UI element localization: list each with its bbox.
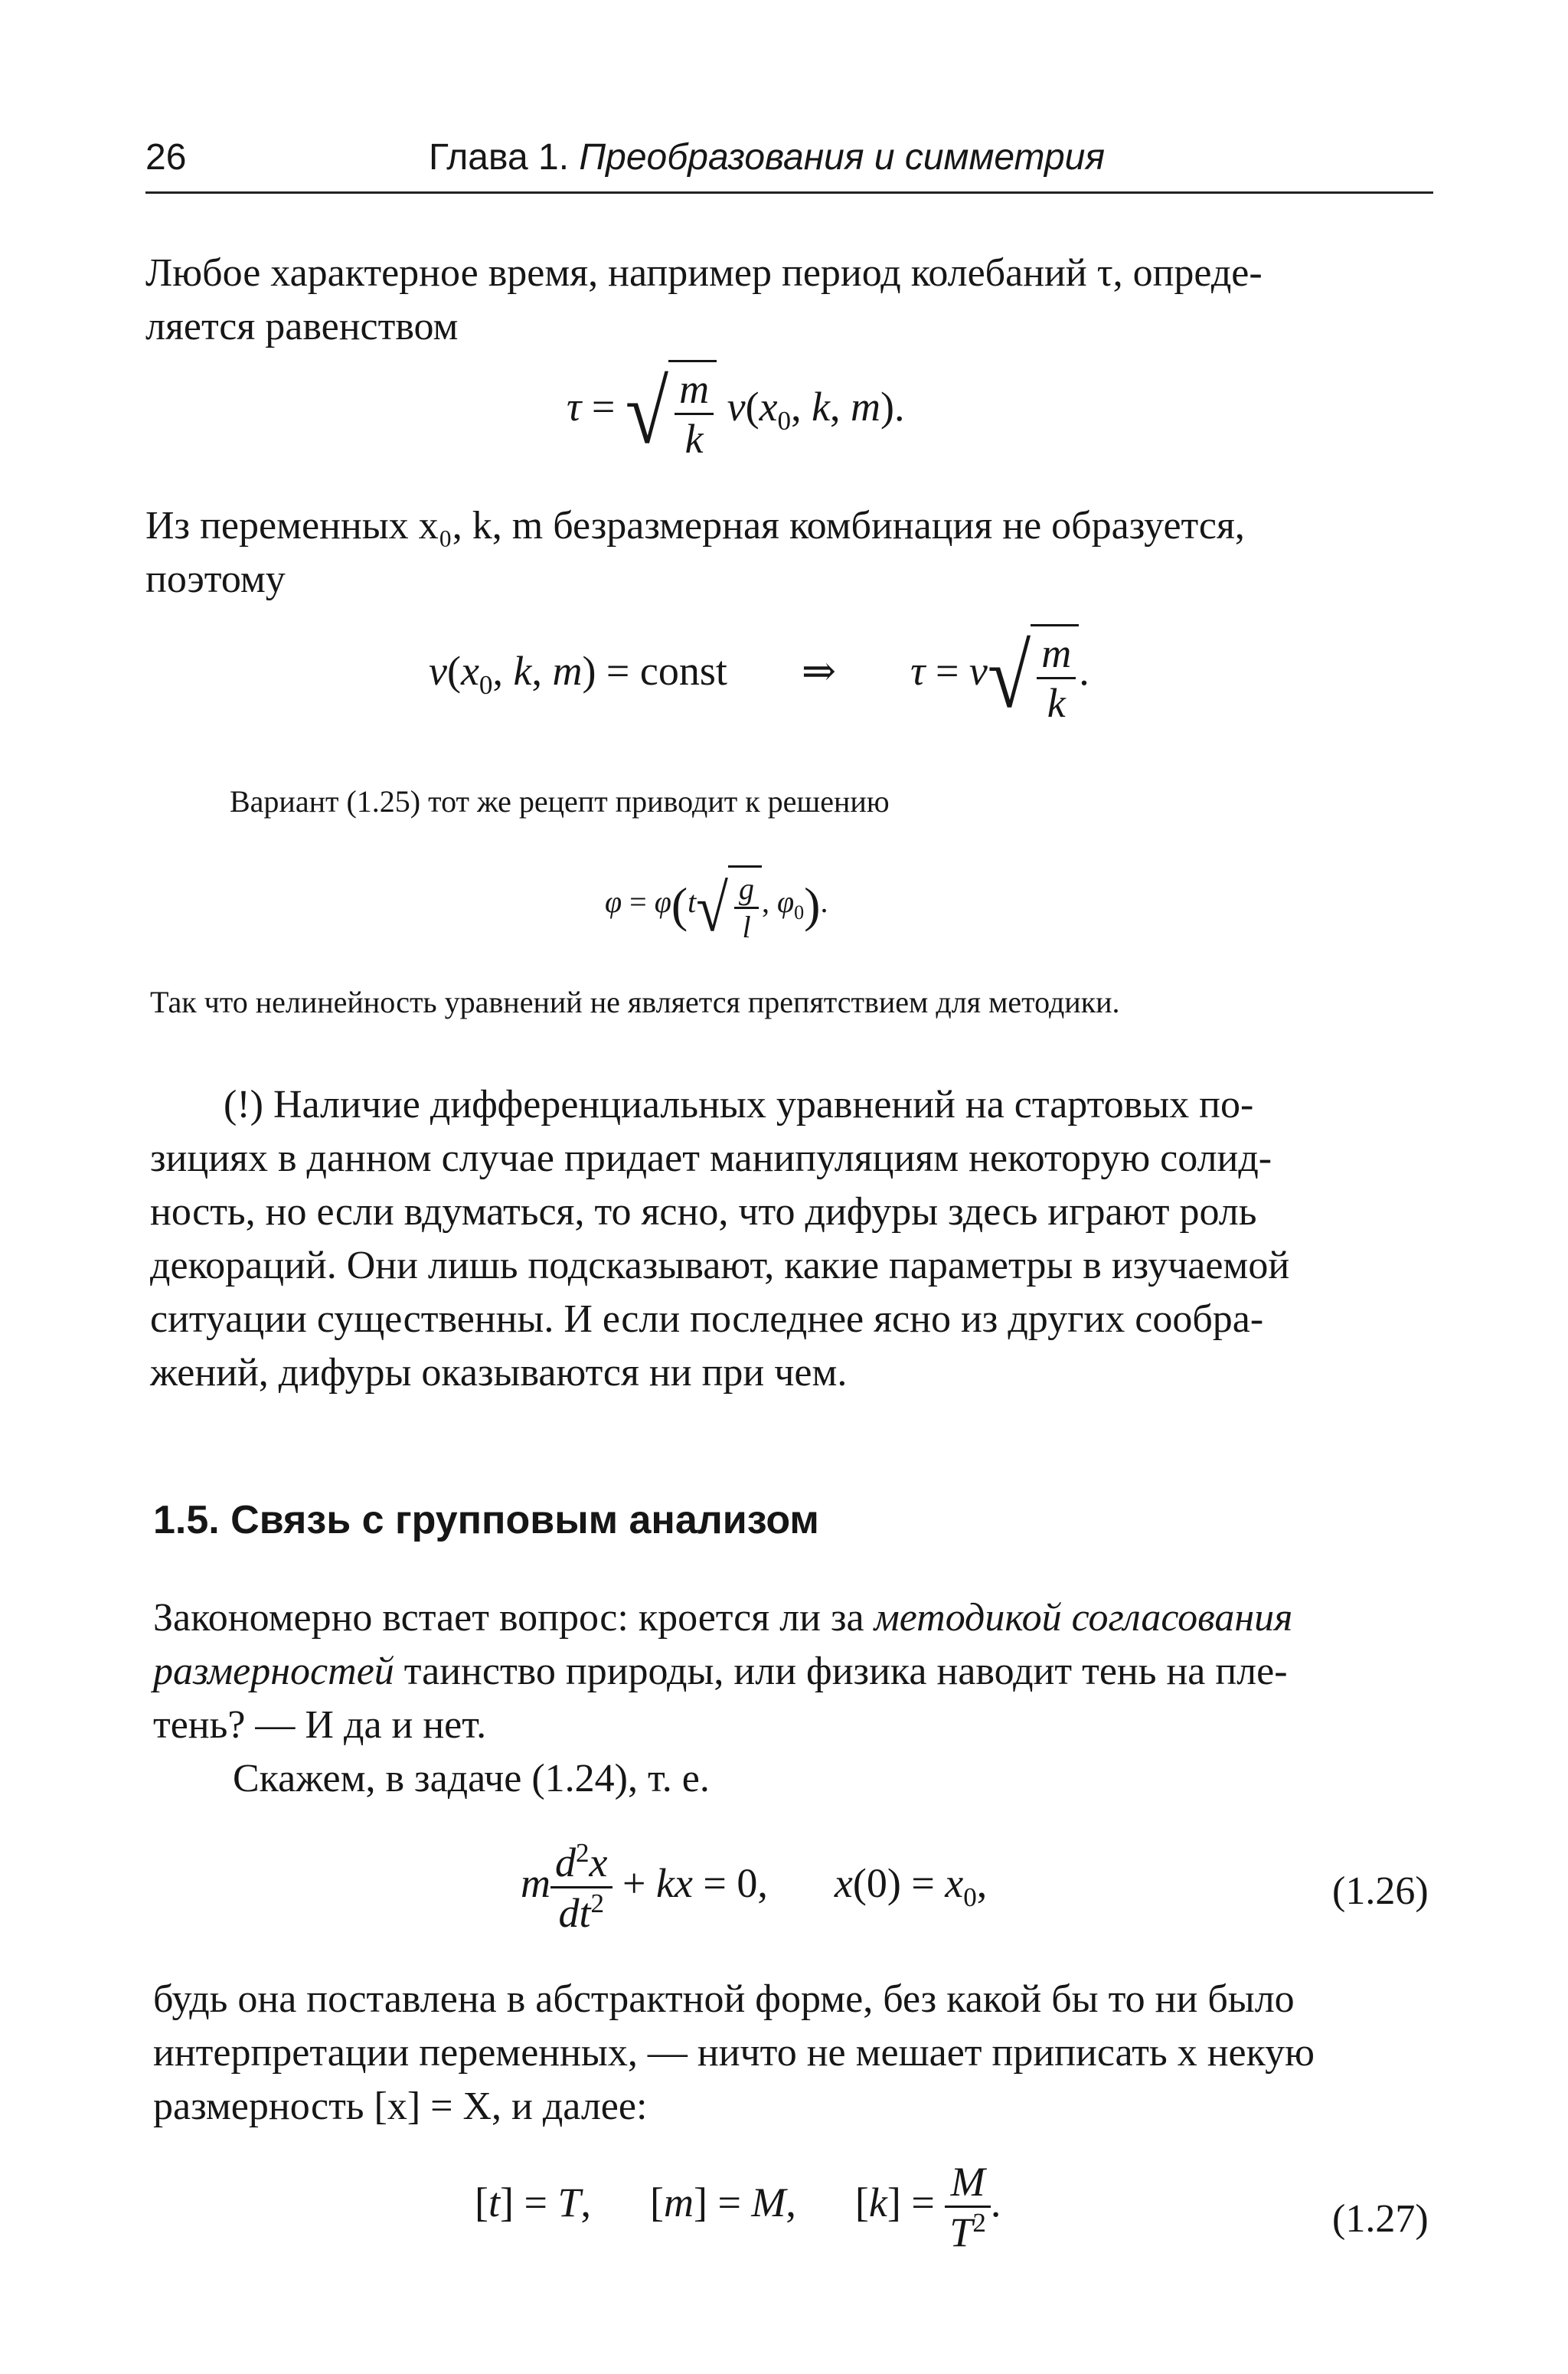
- equation-1-27-expr: [t] = T, [m] = M, [k] = $\frac{M}{T^2}$ .: [475, 2159, 1001, 2255]
- implies-arrow: ⇒: [801, 648, 837, 695]
- text-line: тень? — И да и нет.: [153, 1703, 487, 1747]
- text-line: ситуации существенны. И если последнее ясно из других сообра-: [150, 1297, 1264, 1341]
- note-line-2: Так что нелинейность уравнений не является препятствием для методики.: [150, 985, 1120, 1019]
- chapter-title: [429, 136, 1105, 178]
- equation-1-27: [475, 2158, 1001, 2256]
- chapter-prefix: Глава 1.: [429, 137, 570, 178]
- formula-const-right: τ = ν√ $\frac{m}{k}$ .: [910, 648, 1089, 694]
- text-line: [153, 1645, 1442, 1699]
- equation-number-1-27: (1.27): [1332, 2197, 1429, 2241]
- formula-const-left: $\nu(x_0$, k, m) = const: [429, 648, 727, 701]
- formula-tau-expr: τ = √ $\frac{m}{k}$ $\nu(x_0$, k, m).: [567, 384, 905, 430]
- equation-1-26-expr: m $\frac{d^2x}{dt^2}$ + kx = 0, $x(0) = x_0$,: [521, 1838, 988, 1936]
- text-line: [153, 1591, 1442, 1645]
- text-line: ность, но если вдуматься, то ясно, что дифуры здесь играют роль: [150, 1190, 1257, 1234]
- text-line: поэтому: [145, 558, 286, 601]
- formula-const: [429, 624, 1089, 727]
- paragraph-2: [145, 499, 1439, 607]
- paragraph-3: [153, 1591, 1442, 1806]
- text-line: (!) Наличие дифференциальных уравнений на стартовых по-: [224, 1083, 1254, 1127]
- remark-paragraph: [150, 1078, 1439, 1400]
- text-line: зициях в данном случае придает манипуляциям некоторую солид-: [150, 1136, 1272, 1180]
- text-run: таинство природы, или физика наводит тень на пле-: [394, 1650, 1288, 1693]
- paragraph-1: [145, 247, 1439, 354]
- text-line: Любое характерное время, например период колебаний τ, опреде-: [145, 251, 1263, 295]
- running-header: [145, 136, 1433, 191]
- text-line: декораций. Они лишь подсказывают, какие параметры в изучаемой: [150, 1244, 1290, 1287]
- paragraph-4: [153, 1973, 1442, 2134]
- emphasis-text: методикой согласования: [874, 1596, 1293, 1640]
- emphasis-text: размерностей: [153, 1650, 394, 1693]
- text-run: Закономерно встает вопрос: кроется ли за: [153, 1596, 874, 1640]
- section-heading: 1.5. Связь с групповым анализом: [153, 1498, 819, 1542]
- formula-phi: φ = φ(t√ $\frac{g}{l}$ , $\varphi_0$).: [605, 865, 828, 945]
- equation-number-1-26: (1.26): [1332, 1869, 1429, 1913]
- text-line: жений, дифуры оказываются ни при чем.: [150, 1351, 848, 1395]
- text-line: будь она поставлена в абстрактной форме, без какой бы то ни было: [153, 1977, 1295, 2021]
- text-line: Из переменных x₀, k, m безразмерная комбинация не образуется,: [145, 504, 1245, 548]
- text-line: интерпретации переменных, — ничто не мешает приписать x некую: [153, 2031, 1315, 2075]
- text-line: Скажем, в задаче (1.24), т. е.: [233, 1757, 710, 1800]
- note-line-1: Вариант (1.25) тот же рецепт приводит к решению: [230, 784, 890, 819]
- text-line: ляется равенством: [145, 305, 459, 348]
- equation-1-26: [521, 1838, 987, 1937]
- header-rule: [145, 191, 1433, 194]
- page-number: 26: [145, 137, 187, 178]
- chapter-name: Преобразования и симметрия: [579, 137, 1105, 178]
- formula-tau: [567, 360, 905, 463]
- text-line: размерность [x] = X, и далее:: [153, 2085, 648, 2128]
